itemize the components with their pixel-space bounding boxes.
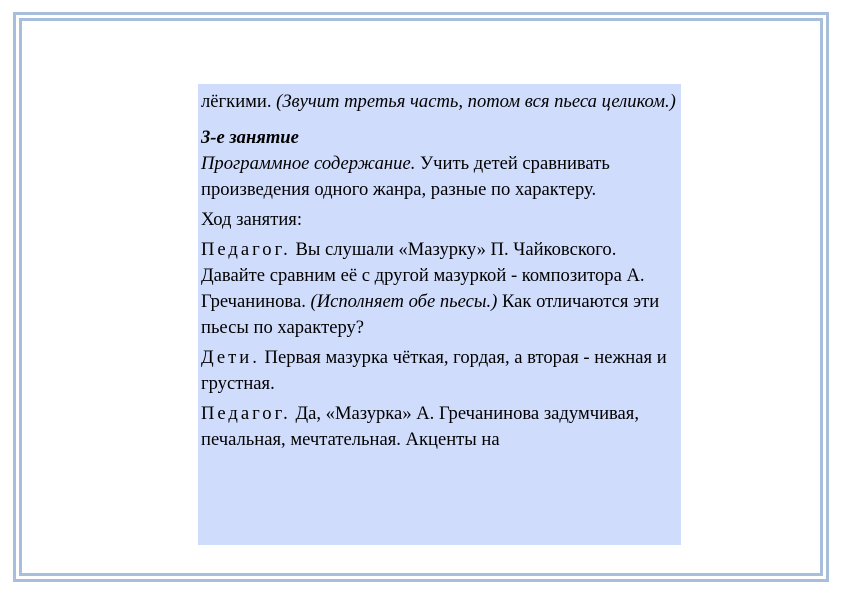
paragraph-teacher-2 — [201, 401, 677, 453]
intro-stage-direction: (Звучит третья часть, потом вся пьеса целиком.) — [276, 91, 676, 112]
program-content-text: Учить детей сравнивать произведения одного жанра, разные по характеру. — [201, 153, 610, 200]
teacher-2-text: Да, «Мазурка» А. Гречанинова задумчивая, печальная, мечтательная. Акценты на — [201, 403, 640, 450]
teacher-1-text-a: Вы слушали «Мазурку» П. Чайковского. Давайте сравним её с другой мазуркой - композитора А. Гречанинова. — [201, 239, 645, 312]
paragraph-children — [201, 345, 677, 397]
paragraph-lesson-flow — [201, 207, 677, 233]
speaker-teacher: Педагог. — [201, 239, 291, 260]
lesson-heading-text: 3-е занятие — [201, 127, 299, 148]
lesson-heading — [201, 125, 677, 151]
paragraph-program-content — [201, 151, 677, 203]
document-text-box — [198, 84, 681, 545]
children-text: Первая мазурка чёткая, гордая, а вторая - нежная и грустная. — [201, 347, 667, 394]
teacher-1-text-b: Как отличаются эти пьесы по характеру? — [201, 291, 660, 338]
intro-text: лёгкими. — [201, 91, 277, 112]
paragraph-teacher-1 — [201, 237, 677, 341]
teacher-1-stage-direction: (Исполняет обе пьесы.) — [310, 291, 498, 312]
speaker-children: Дети. — [201, 347, 260, 368]
lesson-flow-text: Ход занятия: — [201, 209, 303, 230]
program-content-label: Программное содержание. — [201, 153, 416, 174]
paragraph-intro — [201, 89, 677, 115]
speaker-teacher: Педагог. — [201, 403, 291, 424]
